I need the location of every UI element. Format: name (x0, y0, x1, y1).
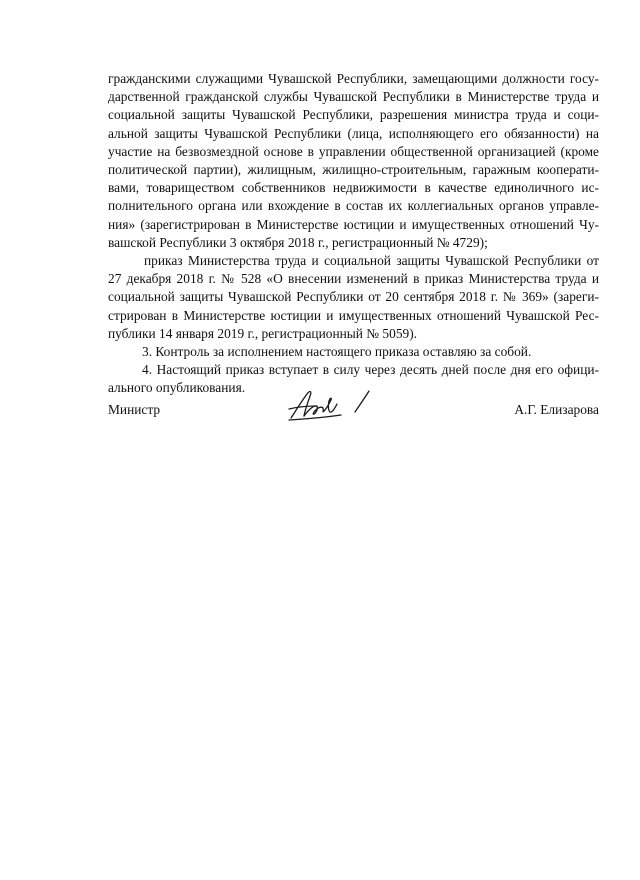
text-line: вашской Республики 3 октября 2018 г., регистрационный № 4729); (108, 234, 488, 250)
text-line: ального опубликования. (108, 380, 246, 396)
text-line: полнительного органа или вхождение в состав их коллегиальных органов управле- (108, 198, 599, 214)
text-line: дарственной гражданской службы Чувашской Республики в Министерстве труда и (108, 89, 599, 105)
text-line: вами, товариществом собственников недвижимости в качестве единоличного ис- (108, 180, 599, 196)
paragraph-order-text-continuation (108, 70, 599, 252)
text-line: гражданскими служащими Чувашской Республики, замещающими должности госу- (108, 71, 599, 86)
text-line: 4. Настоящий приказ вступает в силу через десять дней после дня его офици- (142, 362, 599, 378)
signatory-name: А.Г. Елизарова (514, 402, 599, 417)
text-line: участие на безвозмездной основе в управлении общественной организацией (кроме (108, 143, 599, 159)
handwritten-signature-icon (283, 382, 383, 428)
text-line: политической партии), жилищным, жилищно-строительным, гаражным кооперати- (108, 162, 599, 178)
paragraph-item-3 (108, 343, 599, 361)
paragraph-order-528 (108, 252, 599, 343)
text-line: 3. Контроль за исполнением настоящего приказа оставляю за собой. (142, 344, 532, 360)
text-line: 27 декабря 2018 г. № 528 «О внесении изменений в приказ Министерства труда и (108, 271, 599, 287)
text-line: социальной защиты Чувашской Республики от 20 сентября 2018 г. № 369» (зареги- (108, 289, 599, 305)
text-line: приказ Министерства труда и социальной защиты Чувашской Республики от (144, 253, 599, 269)
signature-strokes (289, 391, 369, 420)
text-line: альной защиты Чувашской Республики (лица, исполняющего его обязанности) на (108, 125, 599, 141)
text-line: публики 14 января 2019 г., регистрационный № 5059). (108, 325, 418, 341)
signature-block (108, 400, 599, 424)
text-line: ния» (зарегистрирован в Министерстве юстиции и имущественных отношений Чу- (108, 216, 599, 232)
text-line: стрирован в Министерстве юстиции и имущественных отношений Чувашской Рес- (108, 307, 599, 323)
text-line: социальной защиты Чувашской Республики, разрешения министра труда и соци- (108, 107, 599, 123)
signatory-role: Министр (108, 402, 161, 417)
document-body (108, 70, 599, 398)
